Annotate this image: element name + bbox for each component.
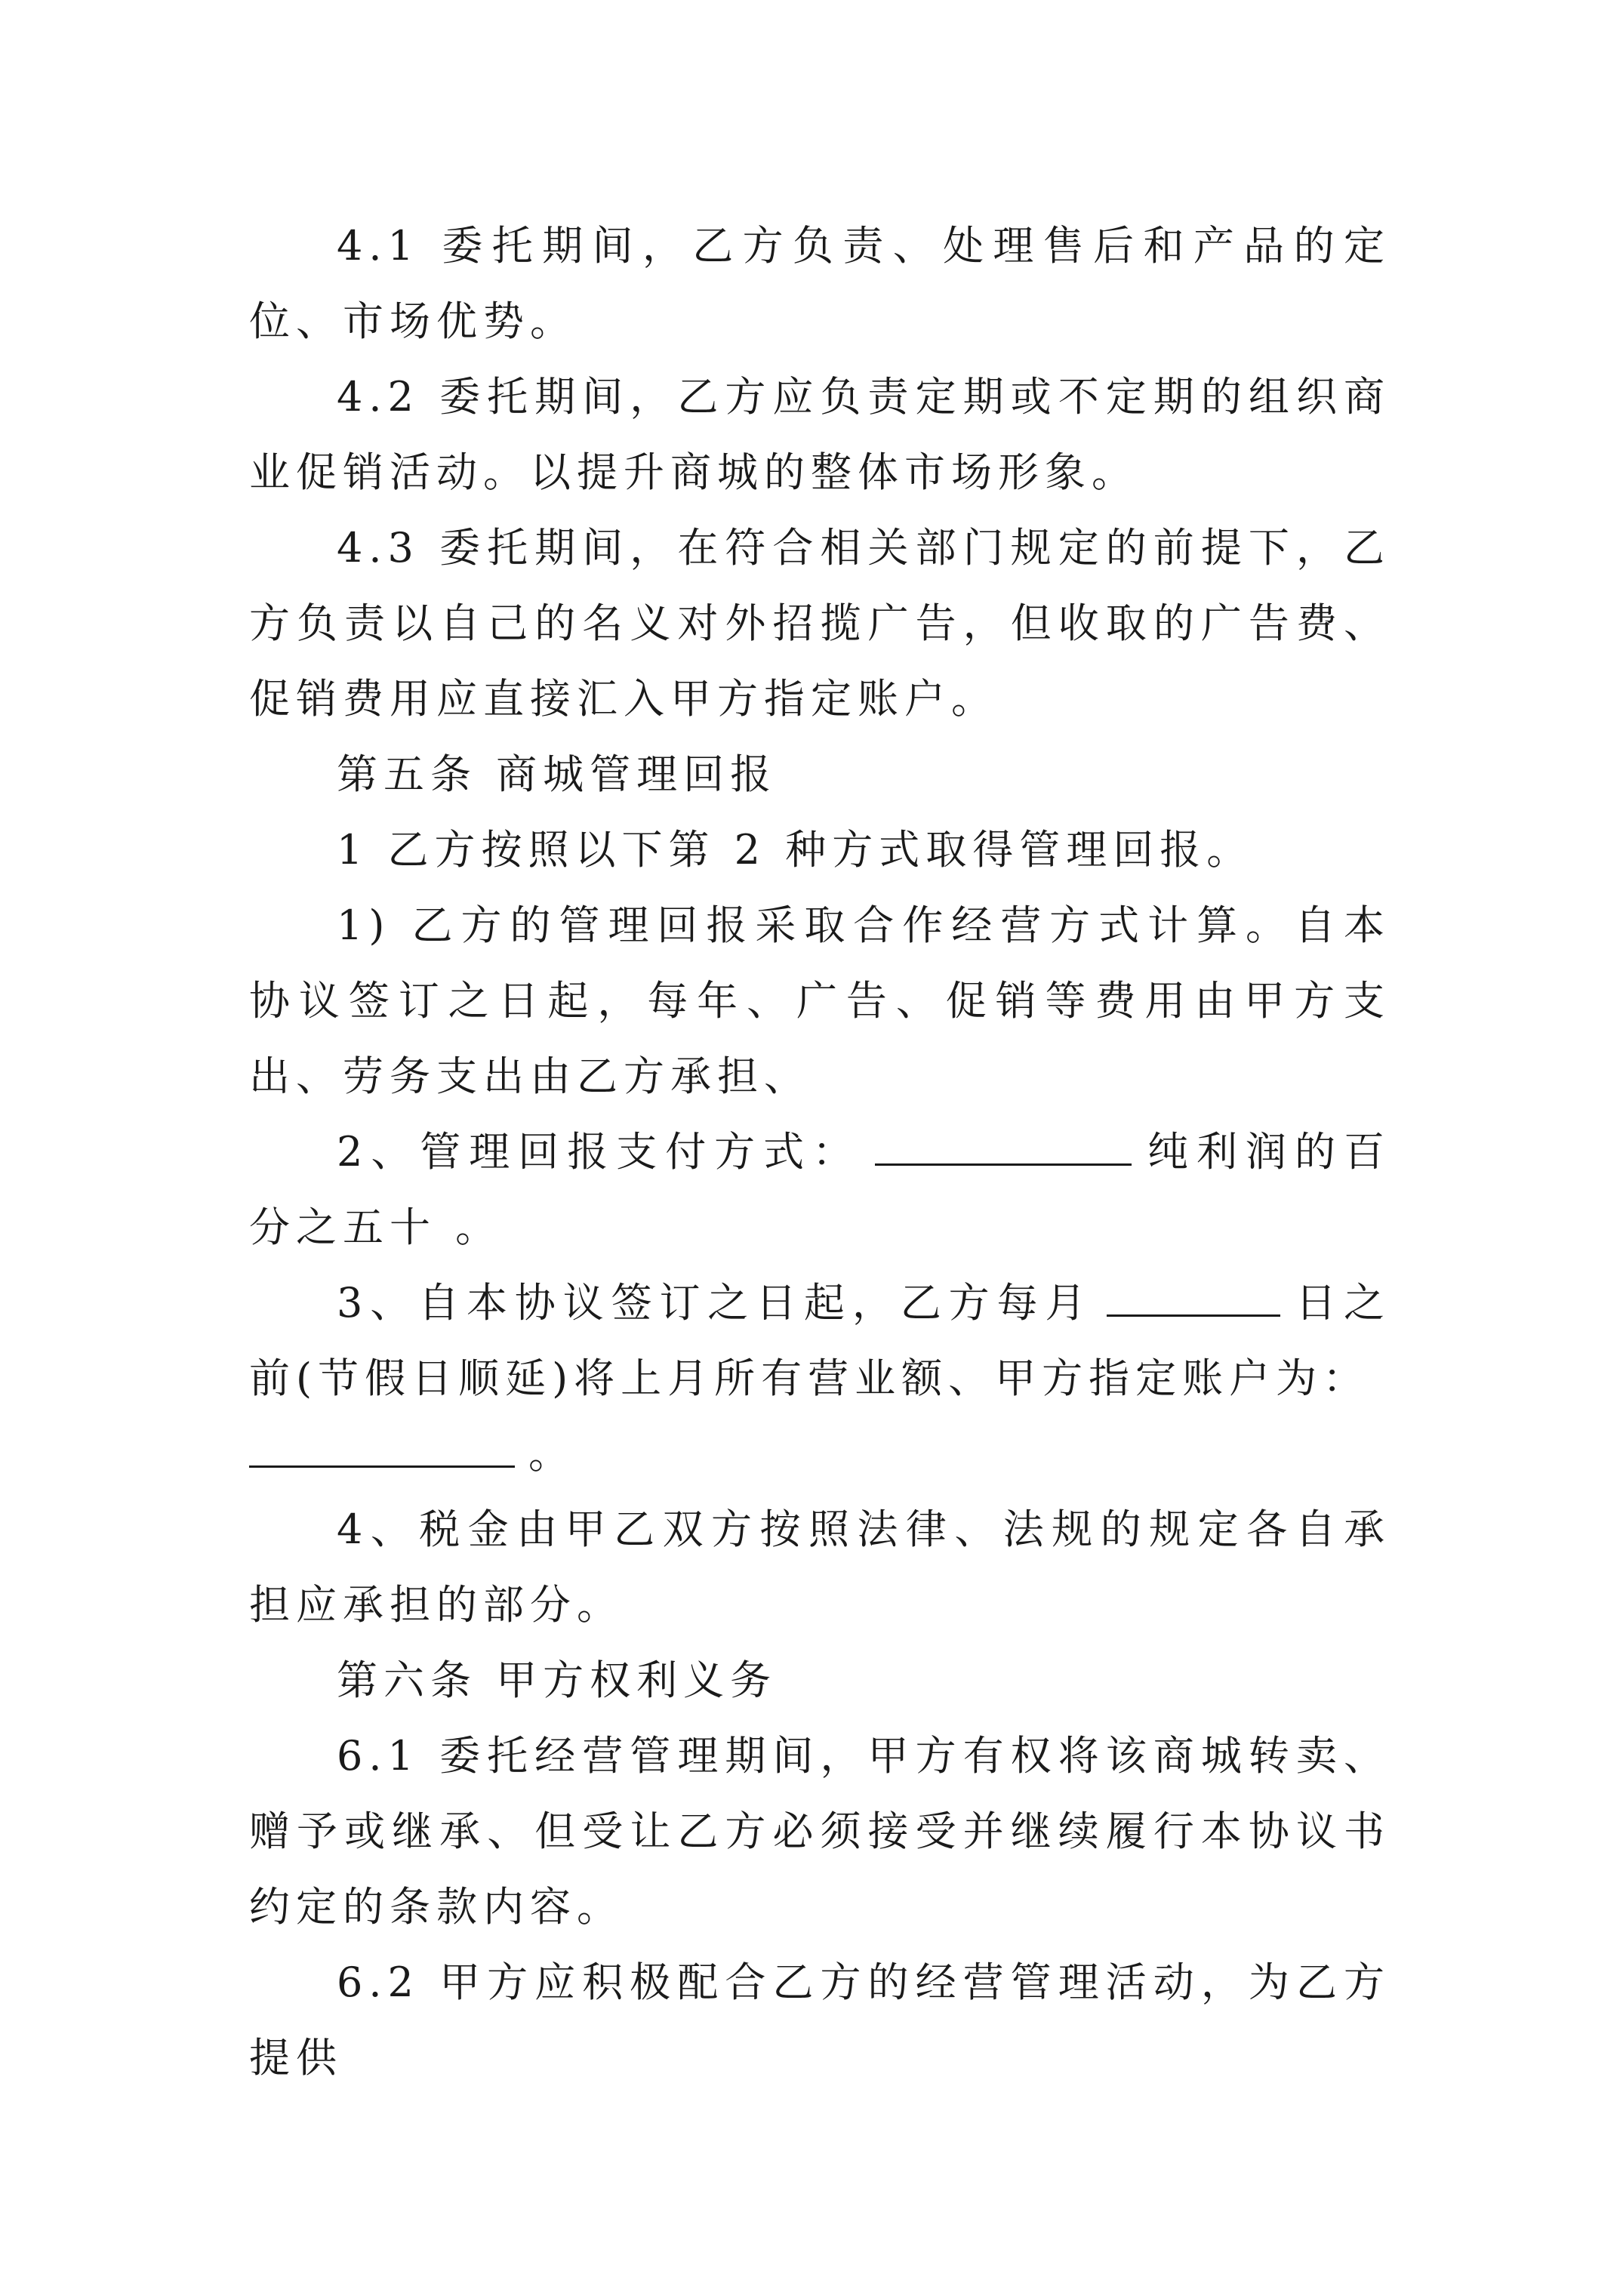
- clause-5-3-text-middle: 日之前(节假日顺延)将上月所有营业额、甲方指定账户为：: [249, 1279, 1391, 1402]
- clause-5-2: [249, 1114, 1390, 1265]
- clause-5-1: 1 乙方按照以下第 2 种方式取得管理回报。: [337, 826, 1254, 874]
- article-6-heading: 第六条 甲方权利义务: [337, 1657, 778, 1704]
- clause-6-1: 6.1 委托经营管理期间，甲方有权将该商城转卖、赠予或继承、但受让乙方必须接受并继续履行本协议书约定的条款内容。: [249, 1732, 1390, 1931]
- article-5-heading: 第五条 商城管理回报: [337, 750, 778, 798]
- clause-5-1-option-1: 1) 乙方的管理回报采取合作经营方式计算。自本协议签订之日起，每年、广告、促销等费用由甲方支出、劳务支出由乙方承担、: [249, 901, 1390, 1100]
- account-number-blank: [249, 1419, 515, 1468]
- document-body: [249, 208, 1390, 2096]
- clause-5-3: [249, 1265, 1390, 1492]
- clause-5-2-text-after: 纯利润的百分之五十 。: [249, 1128, 1390, 1251]
- clause-4-2: 4.2 委托期间，乙方应负责定期或不定期的组织商业促销活动。以提升商城的整体市场形象。: [249, 373, 1390, 496]
- payment-method-blank: [875, 1117, 1132, 1166]
- clause-5-2-text-before: 2、管理回报支付方式：: [337, 1128, 862, 1176]
- clause-5-4: 4、税金由甲乙双方按照法律、法规的规定各自承担应承担的部分。: [249, 1505, 1390, 1629]
- clause-4-3: 4.3 委托期间，在符合相关部门规定的前提下，乙方负责以自己的名义对外招揽广告，但收取的广告费、促销费用应直接汇入甲方指定账户。: [249, 524, 1390, 723]
- clause-6-2: 6.2 甲方应积极配合乙方的经营管理活动，为乙方提供: [249, 1959, 1390, 2082]
- clause-4-1: 4.1 委托期间，乙方负责、处理售后和产品的定位、市场优势。: [249, 222, 1390, 345]
- monthly-day-blank: [1107, 1268, 1280, 1317]
- clause-5-3-text-after: 。: [528, 1430, 575, 1478]
- clause-5-3-text-before: 3、自本协议签订之日起，乙方每月: [337, 1279, 1094, 1327]
